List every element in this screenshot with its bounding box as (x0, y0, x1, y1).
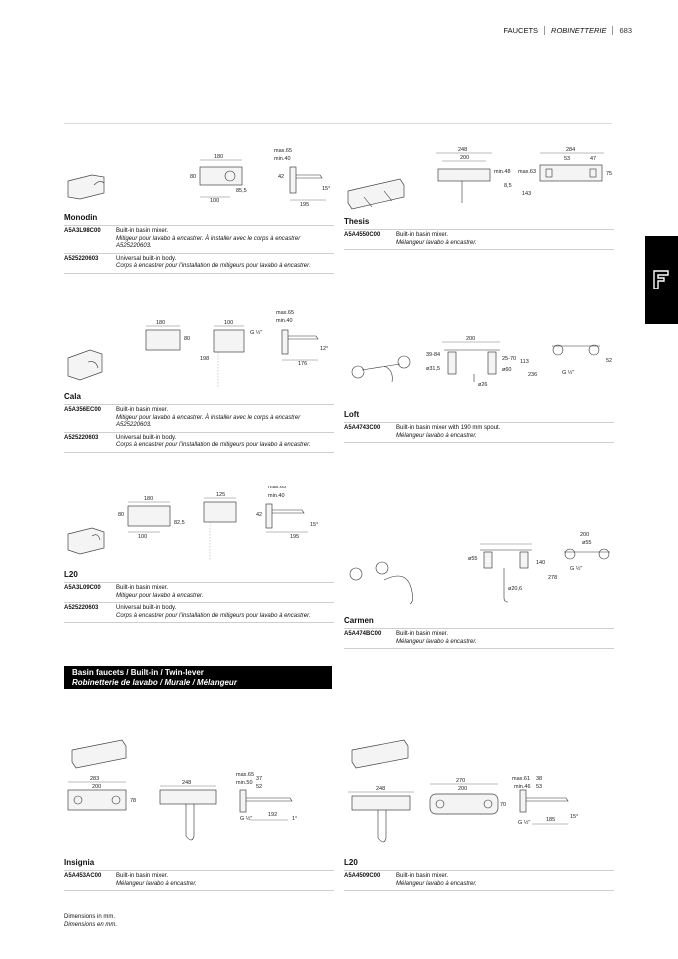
body-outline (160, 790, 216, 804)
product-row (64, 870, 334, 890)
product-insignia (64, 738, 334, 891)
dim-label: min.40 (274, 156, 291, 162)
product-name: Thesis (344, 217, 370, 226)
product-code: A5A474BC00 (344, 631, 382, 637)
dim-label: 85,5 (236, 188, 247, 194)
product-row (64, 602, 334, 622)
product-row (64, 225, 334, 253)
dim-label: 80 (190, 174, 197, 180)
product-cala (64, 308, 334, 453)
product-code: A525220603 (64, 255, 99, 262)
dim-label: 200 (580, 532, 590, 538)
valve-body (484, 552, 492, 568)
desc-fr: Corps à encastrer pour l’installation de mitigeurs pour lavabo à encastrer. (116, 263, 311, 270)
dim-label: 38 (536, 776, 543, 782)
dim-label: max.63 (518, 169, 537, 175)
dim-label: 15° (570, 814, 579, 820)
desc-fr: Mélangeur lavabo à encastrer. (396, 638, 477, 645)
product-name: Cala (64, 392, 81, 401)
dim-label: G ½" (518, 820, 531, 826)
spout-shape (384, 576, 413, 604)
desc-en: Built-in basin mixer. (116, 228, 169, 234)
desc-fr: Corps à encastrer pour l’installation de mitigeurs pour lavabo à encastrer. (116, 442, 311, 449)
front-view-plate (146, 330, 180, 350)
mixer-plate-shape (352, 740, 408, 768)
side-view-wall (240, 790, 246, 812)
product-drawing (344, 738, 614, 858)
product-drawing (64, 486, 334, 570)
dim-label: 52 (256, 784, 263, 790)
dim-label: 53 (536, 784, 543, 790)
product-name: Insignia (64, 858, 95, 867)
product-row (344, 870, 614, 890)
dim-label: 278 (548, 575, 558, 581)
cross-handle (589, 345, 599, 355)
dim-label: min.48 (494, 169, 511, 175)
spout-shape (378, 810, 386, 842)
dim-label: 283 (90, 776, 100, 782)
spout-shape (526, 798, 568, 801)
cross-handle (599, 549, 609, 559)
product-row (64, 404, 334, 432)
side-view-wall (266, 504, 272, 528)
product-name: Carmen (344, 616, 374, 625)
spout-shape (186, 804, 194, 840)
dim-label: 100 (224, 320, 234, 326)
product-code: A5A4509C00 (344, 873, 381, 879)
desc-en: Built-in basin mixer. (116, 407, 169, 413)
dim-label: 143 (522, 191, 532, 197)
body-outline (352, 796, 410, 810)
side-view-wall (520, 790, 526, 812)
product-name: Monodin (64, 213, 98, 222)
desc-fr: Mélangeur lavabo à encastrer. (396, 880, 477, 887)
desc-en: Universal built-in body. (116, 605, 177, 612)
dim-label: 1° (292, 816, 298, 822)
dim-label: 248 (376, 786, 386, 792)
valve-body (488, 352, 496, 374)
product-row (344, 422, 614, 442)
desc-en: Built-in basin mixer with 190 mm spout. (396, 425, 501, 431)
front-view-plate (430, 794, 498, 814)
desc-fr: Corps à encastrer pour l’installation de mitigeurs pour lavabo à encastrer. (116, 612, 311, 619)
front-view-plate (200, 167, 242, 185)
dim-label: 180 (214, 154, 224, 160)
product-drawing (344, 336, 614, 410)
side-view-wall (290, 167, 296, 193)
banner-title-en: Basin faucets / Built-in / Twin-lever (72, 668, 204, 677)
dim-label: 70 (500, 802, 507, 808)
body-outline (204, 502, 236, 522)
desc-fr: Mélangeur lavabo à encastrer. (396, 432, 477, 439)
section-title-fr: ROBINETTERIE (551, 26, 607, 35)
desc-en: Built-in basin mixer. (396, 873, 449, 879)
product-row (64, 582, 334, 602)
dim-label: 284 (566, 147, 576, 153)
mixer-plate-shape (72, 740, 126, 768)
dim-label: G ½" (570, 566, 583, 572)
dim-label: 82,5 (174, 520, 185, 526)
dim-label: 75 (606, 171, 613, 177)
product-name: L20 (64, 570, 78, 579)
product-drawing (64, 145, 334, 213)
dim-label: 248 (182, 780, 192, 786)
product-drawing (344, 145, 614, 217)
desc-en: Built-in basin mixer. (116, 585, 169, 591)
front-view-plate (438, 169, 490, 181)
spout-shape (504, 568, 508, 602)
dim-label: max.61 (512, 776, 531, 782)
faucet-section-icon (652, 269, 670, 289)
dim-label: 100 (138, 534, 148, 540)
dim-label: 185 (546, 817, 556, 823)
product-l20-single (64, 486, 334, 623)
dim-label: min.40 (276, 318, 293, 324)
dim-label: max.65 (236, 772, 255, 778)
mixer-plate-shape (68, 175, 104, 199)
dim-label: max.65 (274, 148, 293, 154)
product-name: L20 (344, 858, 358, 867)
product-carmen (344, 528, 614, 649)
product-row (344, 229, 614, 249)
desc-en: Built-in basin mixer. (396, 631, 449, 637)
section-title-en: FAUCETS (503, 26, 539, 35)
cross-handle (398, 356, 410, 368)
dim-label: 140 (536, 560, 546, 566)
product-code: A525220603 (64, 434, 99, 441)
cross-handle (565, 549, 575, 559)
dim-label: G ½" (562, 370, 575, 376)
dim-label: 52 (606, 358, 613, 364)
dim-label: 100 (210, 198, 220, 204)
product-monodin (64, 145, 334, 274)
dim-label: 42 (278, 174, 285, 180)
desc-en: Universal built-in body. (116, 255, 177, 262)
product-code: A5A3L98C00 (64, 228, 101, 234)
product-code: A525220603 (64, 605, 99, 612)
cross-handle (553, 345, 563, 355)
dim-label: 15° (322, 186, 331, 192)
desc-fr: Mélangeur lavabo à encastrer. (116, 880, 197, 887)
product-code: A5A4550C00 (344, 232, 381, 238)
mixer-plate-shape (68, 528, 104, 554)
page-number: 683 (619, 26, 632, 35)
dim-label: 113 (520, 359, 529, 365)
desc-en: Universal built-in body. (116, 434, 177, 441)
spout-shape (296, 175, 322, 178)
dim-label: min.50 (236, 780, 253, 786)
front-view-plate (68, 790, 126, 810)
dim-label: 15° (310, 522, 319, 528)
dim-label: 125 (216, 492, 226, 498)
dim-label: 200 (458, 786, 468, 792)
top-divider (64, 123, 612, 124)
dim-label: max.65 (276, 310, 295, 316)
header-divider (544, 26, 545, 35)
cross-handle (350, 568, 362, 580)
dim-label: 236 (528, 372, 538, 378)
header-divider (612, 26, 613, 35)
product-code: A5A356EC00 (64, 407, 102, 413)
product-name: Loft (344, 410, 360, 419)
dim-label: 200 (460, 155, 470, 161)
spout-shape (288, 336, 318, 339)
valve-body (520, 552, 528, 568)
dim-label: ø55 (468, 556, 478, 562)
dim-label: ø55 (582, 540, 592, 546)
product-row (344, 628, 614, 648)
cross-handle (352, 366, 364, 378)
dim-label: min.46 (514, 784, 531, 790)
desc-en: Built-in basin mixer. (396, 232, 449, 238)
front-view-plate (128, 506, 170, 526)
dim-label: 195 (300, 202, 310, 208)
footnote-en: Dimensions in mm. (64, 914, 116, 920)
dim-label: 8,5 (504, 183, 512, 189)
dim-label: 53 (564, 156, 571, 162)
dim-label: 78 (130, 798, 137, 804)
dim-label: G ½" (240, 816, 253, 822)
dim-label: max.65 (268, 486, 287, 490)
dim-label: min.40 (268, 493, 285, 499)
dim-label: ø31,5 (426, 366, 441, 372)
dim-label: 248 (458, 147, 468, 153)
dim-label: 25-70 (502, 356, 517, 362)
dim-label: 176 (298, 361, 308, 367)
spout-shape (246, 798, 292, 801)
section-tab (645, 236, 678, 324)
section-banner (64, 666, 332, 689)
banner-title-fr: Robinetterie de lavabo / Murale / Mélangeur (72, 677, 237, 687)
footnote (64, 914, 117, 929)
side-view-wall (282, 330, 288, 354)
desc-fr: Mitigeur pour lavabo à encastrer. (116, 592, 204, 599)
product-drawing (344, 528, 614, 616)
spout-shape (362, 364, 400, 382)
product-loft (344, 336, 614, 443)
product-drawing (64, 308, 334, 392)
product-code: A5A3L09C00 (64, 585, 101, 591)
dim-label: 200 (466, 336, 476, 342)
page-header (503, 26, 632, 35)
dim-label: 180 (144, 496, 154, 502)
valve-body (448, 352, 456, 374)
dim-label: G ½" (250, 330, 263, 336)
desc-fr: Mitigeur pour lavabo à encastrer. À installer avec le corps à encastrer A525220603. (116, 235, 301, 250)
dim-label: 39-84 (426, 352, 441, 358)
desc-fr: Mélangeur lavabo à encastrer. (396, 239, 477, 246)
dim-label: 12° (320, 346, 329, 352)
dim-label: ø60 (502, 367, 512, 373)
dim-label: ø20,6 (508, 586, 523, 592)
dim-label: 270 (456, 778, 466, 784)
footnote-fr: Dimensions en mm. (64, 921, 118, 928)
product-drawing (64, 738, 334, 858)
dim-label: ø26 (478, 382, 488, 388)
dim-label: 80 (184, 336, 191, 342)
product-thesis (344, 145, 614, 250)
dim-label: 42 (256, 512, 263, 518)
cross-handle (376, 562, 388, 574)
desc-en: Built-in basin mixer. (116, 873, 169, 879)
dim-label: 47 (590, 156, 597, 162)
dim-label: 180 (156, 320, 166, 326)
product-code: A5A453AC00 (64, 873, 102, 879)
product-row (64, 253, 334, 273)
dim-label: 195 (290, 534, 300, 540)
body-outline (214, 330, 244, 352)
dim-label: 192 (268, 812, 278, 818)
desc-fr: Mitigeur pour lavabo à encastrer. À installer avec le corps à encastrer A525220603. (116, 414, 301, 429)
dim-label: 200 (92, 784, 102, 790)
spout-shape (272, 510, 304, 513)
dim-label: 198 (200, 356, 210, 362)
product-code: A5A4743C00 (344, 425, 381, 431)
dim-label: 80 (118, 512, 125, 518)
product-row (64, 432, 334, 452)
top-view-plate (540, 165, 602, 181)
mixer-plate-shape (348, 179, 404, 209)
product-l20-twin (344, 738, 614, 891)
dim-label: 37 (256, 776, 263, 782)
